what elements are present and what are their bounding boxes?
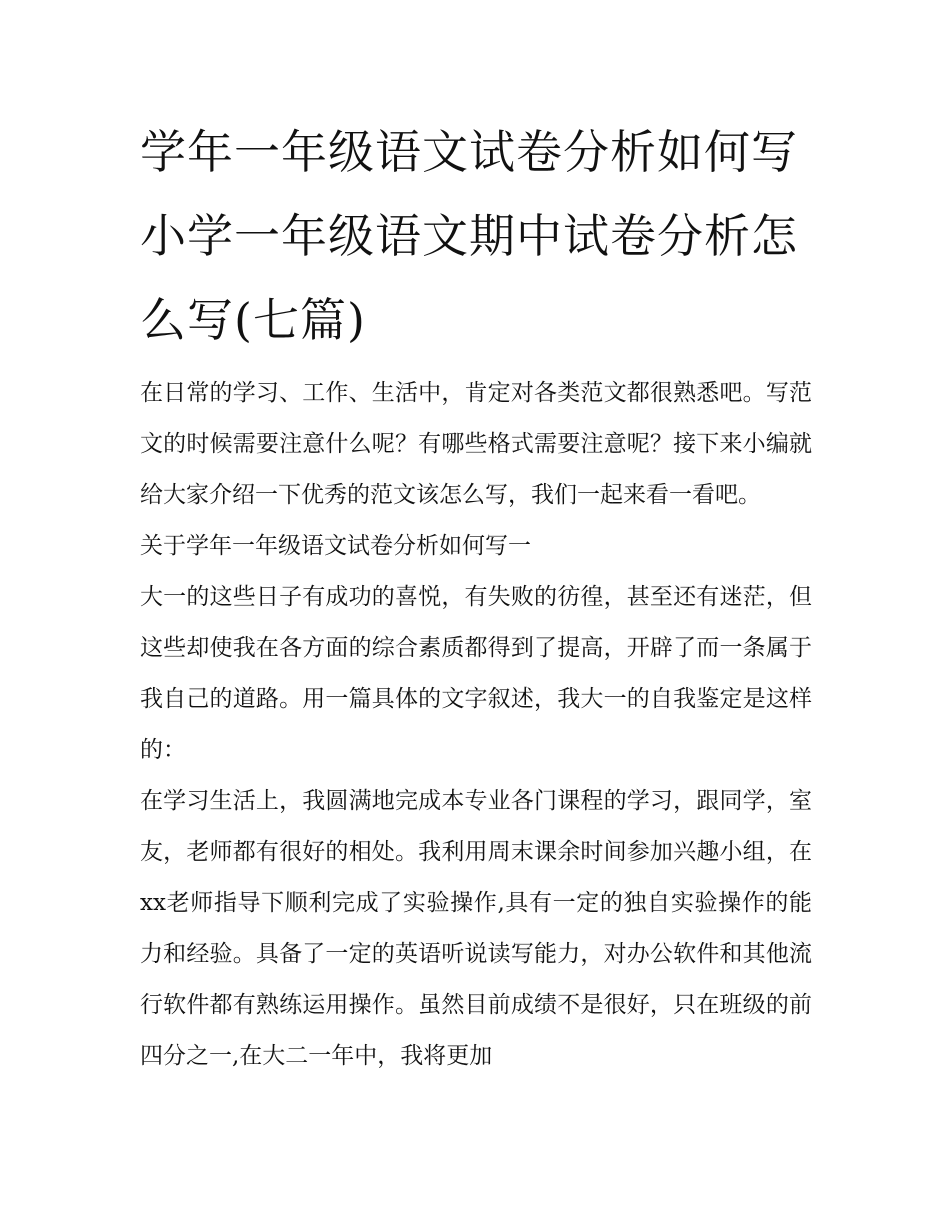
body-paragraph: 在学习生活上，我圆满地完成本专业各门课程的学习，跟同学，室友，老师都有很好的相处。我利用周末课余时间参加兴趣小组，在xx老师指导下顺利完成了实验操作,具有一定的独自实验操作的能力和经验。具备了一定的英语听说读写能力，对办公软件和其他流行软件都有熟练运用操作。虽然目前成绩不是很好，只在班级的前四分之一,在大二一年中，我将更加: [140, 788, 812, 1069]
section-heading: 关于学年一年级语文试卷分析如何写一: [140, 533, 531, 559]
document-body: [140, 368, 812, 1082]
document-title: 学年一年级语文试卷分析如何写 小学一年级语文期中试卷分析怎么写(七篇): [140, 125, 798, 347]
body-paragraph: 大一的这些日子有成功的喜悦，有失败的彷徨，甚至还有迷茫，但这些却使我在各方面的综合素质都得到了提高，开辟了而一条属于我自己的道路。用一篇具体的文字叙述，我大一的自我鉴定是这样的：: [140, 584, 812, 763]
document-page: [140, 110, 812, 1082]
intro-paragraph: 在日常的学习、工作、生活中，肯定对各类范文都很熟悉吧。写范文的时候需要注意什么呢？有哪些格式需要注意呢？接下来小编就给大家介绍一下优秀的范文该怎么写，我们一起来看一看吧。: [140, 380, 812, 508]
